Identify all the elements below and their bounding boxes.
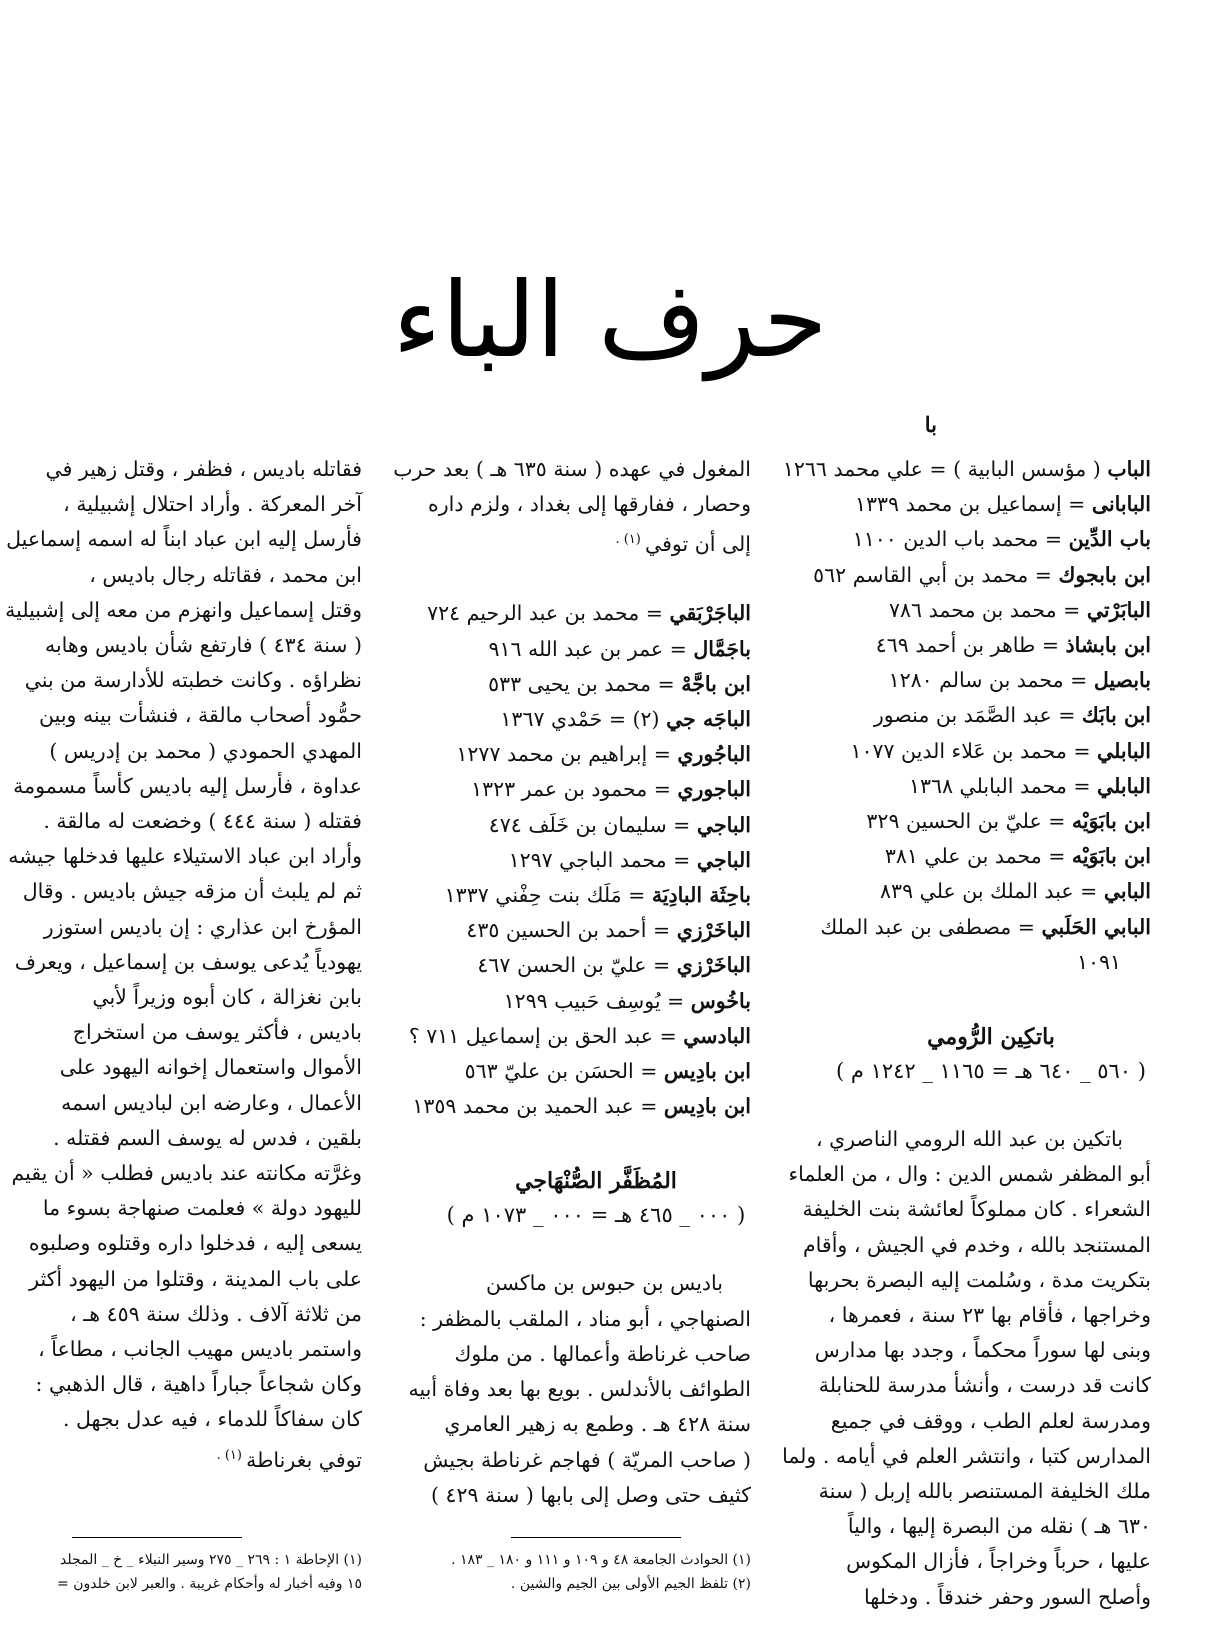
biography-text <box>408 1266 751 1512</box>
text-line: فأرسل إليه ابن عباد ابناً له اسمه إسماعيل <box>6 527 362 552</box>
entry-line <box>831 769 1151 804</box>
entry-reference: = إبراهيم بن محمد ١٢٧٧ <box>456 742 678 767</box>
entry-reference: = عبد الحق بن إسماعيل ٧١١ ؟ <box>408 1023 684 1048</box>
text-line: يهودياً يُدعى يوسف بن إسماعيل ، ويعرف <box>14 949 362 974</box>
biography-heading: باتكِين الرُّومي <box>927 1024 1055 1051</box>
entry-headword: الباخَرْزي <box>676 918 751 943</box>
text-line: الأموال واستعمال إخوانه اليهود على <box>59 1055 362 1080</box>
text-line: وحصار ، ففارقها إلى بغداد ، ولزم داره <box>428 492 751 517</box>
entry-headword: البادسي <box>683 1023 751 1048</box>
text-line: بابن نغزالة ، كان أبوه وزيراً لأبي <box>92 985 362 1010</box>
entry-reference: = محمد بن عبد الرحيم ٧٢٤ <box>427 601 670 626</box>
entry-reference: (٢) = حَمْدي ١٣٦٧ <box>500 707 667 732</box>
entry-headword: ابن بابَوَيْه <box>1071 844 1151 869</box>
entry-line <box>441 737 751 772</box>
text-line: المغول في عهده ( سنة ٦٣٥ هـ ) بعد حرب <box>393 457 751 481</box>
text-line: وأراد ابن عباد الاستيلاء عليها فدخلها جيشه <box>8 844 362 869</box>
entry-headword: البابي الحَلَبي <box>1041 914 1151 939</box>
entry-headword: ابن بابشاذ <box>1065 633 1151 658</box>
entry-headword: ابن بادِيس <box>663 1059 751 1084</box>
entry-headword: الباجي <box>696 847 751 872</box>
text-line: الصنهاجي ، أبو مناد ، الملقب بالمظفر : <box>419 1306 751 1331</box>
entry-headword: الباخَرْزي <box>676 953 751 978</box>
text-line: الطوائف بالأندلس . بويع بها بعد وفاة أبيه <box>408 1377 751 1402</box>
entry-line <box>441 913 751 948</box>
text-line: وخراجها ، فأقام بها ٢٣ سنة ، فعمرها ، <box>828 1303 1151 1328</box>
entry-line <box>831 663 1151 698</box>
text-line: ابن محمد ، فقاتله رجال باديس ، <box>89 562 362 587</box>
text-line: المؤرخ ابن عذاري : إن باديس استوزر <box>43 914 362 939</box>
entry-headword: باب الدِّين <box>1068 527 1151 552</box>
entry-line <box>831 522 1151 557</box>
text-line: أبو المظفر شمس الدين : وال ، من العلماء <box>788 1162 1151 1187</box>
entry-reference: = أحمد بن الحسين ٤٣٥ <box>466 918 677 943</box>
entry-reference: = محمد بن محمد ٧٨٦ <box>889 597 1087 622</box>
column-middle <box>393 452 751 1513</box>
entry-reference: ( مؤسس البابية ) = علي محمد ١٢٦٦ <box>782 457 1108 481</box>
text-line: ثم لم يلبث أن مزقه جيش باديس . وقال <box>22 879 362 904</box>
entry-line <box>441 632 751 667</box>
text-line: واستمر باديس مهيب الجانب ، مطاعاً ، <box>38 1337 362 1362</box>
text-line: نظراؤه . وكانت خطبته للأدارسة من بني <box>24 668 362 693</box>
text-line: إلى أن توفي $^{(١) .}$ <box>615 532 751 557</box>
footnotes-left <box>44 1537 362 1596</box>
text-line: كان سفاكاً للدماء ، فيه عدل بجهل . <box>62 1407 362 1432</box>
entry-reference: = محمد البابلي ١٣٦٨ <box>908 773 1098 798</box>
entry-line <box>820 910 1151 945</box>
entry-line <box>831 487 1151 522</box>
footnote-reference: (١) . <box>615 532 645 548</box>
footnote-reference: (١) . <box>216 1447 247 1463</box>
entry-line <box>831 804 1151 839</box>
text-line: ( صاحب المريّة ) فهاجم غرناطة بجيش <box>423 1447 751 1472</box>
entry-reference: = عمر بن عبد الله ٩١٦ <box>488 636 694 661</box>
entry-line <box>782 452 1151 487</box>
entry-reference: = محمد بن علي ٣٨١ <box>884 844 1072 869</box>
entry-line <box>831 839 1151 874</box>
text-line: يسعى إليه ، فدخلوا داره وقتلوه وصلبوه <box>28 1231 362 1256</box>
entry-reference: = محمود بن عمر ١٣٢٣ <box>471 777 678 802</box>
text-line: (١) الإحاطة ١ : ٢٦٩ _ ٢٧٥ وسير النبلاء _ خ _ المجلد <box>60 1552 362 1568</box>
entry-reference: = عبد الملك بن علي ٨٣٩ <box>880 879 1104 904</box>
entry-headword: ابن بابَك <box>1081 703 1151 728</box>
entry-line <box>831 593 1151 628</box>
text-line: المستنجد بالله ، وخدم في الجيش ، وأقام <box>802 1232 1151 1257</box>
text-line: وغرَّته مكانته عند باديس فطلب « أن يقيم <box>11 1161 362 1186</box>
entry-line <box>441 702 751 737</box>
biography-dates: ( ٠٠٠ _ ٤٦٥ هـ = ٠٠٠ _ ١٠٧٣ م ) <box>446 1203 746 1228</box>
text-line: فقاتله باديس ، فظفر ، وقتل زهير في <box>45 457 362 481</box>
text-line: باديس ، فأكثر يوسف من استخراج <box>72 1020 362 1045</box>
entry-headword: البابي <box>1103 879 1151 904</box>
entry-headword: الباجَه جي <box>666 707 751 732</box>
entry-reference: = طاهر بن أحمد ٤٦٩ <box>875 633 1066 658</box>
entry-headword: ابن بابجوك <box>1058 562 1151 587</box>
entry-line <box>831 698 1151 733</box>
entry-line <box>813 558 1151 593</box>
entry-headword: بابصيل <box>1093 668 1151 693</box>
text-line: (١) الحوادث الجامعة ٤٨ و ١٠٩ و ١١١ و ١٨٠ _ ١٨٣ . <box>451 1552 751 1568</box>
entry-reference: = محمد باب الدين ١١٠٠ <box>852 527 1069 552</box>
entry-reference: = محمد الباجي ١٢٩٧ <box>508 847 697 872</box>
entry-reference: = مصطفى بن عبد الملك <box>820 914 1042 939</box>
text-line: ومدرسة لعلم الطب ، ووقف في جميع <box>830 1408 1151 1433</box>
entry-headword: ابن باجَّهْ <box>681 671 751 696</box>
entry-headword: ابن بابَوَيْه <box>1071 809 1151 834</box>
entry-reference: = سليمان بن خَلَف ٤٧٤ <box>488 812 697 837</box>
entry-line <box>412 1089 751 1124</box>
text-line: باتكين بن عبد الله الرومي الناصري ، <box>815 1127 1123 1152</box>
entry-headword: الباجُوري <box>677 742 751 767</box>
text-line: ٦٣٠ هـ ) نقله من البصرة إليها ، والياً <box>847 1514 1151 1539</box>
text-line: المدارس كتبا ، وانتشر العلم في أيامه . ولما <box>782 1443 1151 1468</box>
text-line: بلقين ، فدس له يوسف السم فقتله . <box>53 1125 362 1150</box>
entry-line <box>441 948 751 983</box>
entry-list <box>782 452 1151 945</box>
entry-headword: باجَمَّال <box>693 636 751 661</box>
entry-line <box>831 734 1151 769</box>
entry-headword: البابلي <box>1097 738 1151 763</box>
entry-headword: البابانی <box>1091 492 1151 517</box>
entry-reference: = محمد بن يحيى ٥٣٣ <box>488 671 682 696</box>
text-line: ملك الخليفة المستنصر بالله إربل ( سنة <box>818 1479 1151 1504</box>
text-line: باديس بن حبوس بن ماكسن <box>486 1271 723 1296</box>
text-line: صاحب غرناطة وأعمالها . من ملوك <box>454 1341 751 1366</box>
text-line: على باب المدينة ، وقتلوا من اليهود أكثر <box>29 1266 362 1291</box>
text-line: ١٥ وفيه أخبار له وأحكام غريبة . والعبر لابن خلدون = <box>57 1576 362 1592</box>
entry-headword: الباب <box>1107 457 1151 481</box>
entry-headword: الباجوري <box>677 777 751 802</box>
entry-headword: الباجي <box>696 812 751 837</box>
footnotes-middle <box>439 1537 751 1596</box>
entry-reference: = عليّ بن الحسين ٣٢٩ <box>866 809 1072 834</box>
entry-headword: باحِثَة البادِيَة <box>651 883 751 908</box>
entry-line <box>441 843 751 878</box>
biography-dates: ( ٥٦٠ _ ٦٤٠ هـ = ١١٦٥ _ ١٢٤٢ م ) <box>836 1059 1146 1084</box>
entry-reference: = الحسَن بن عليّ ٥٦٣ <box>464 1059 664 1084</box>
text-line: الشعراء . كان مملوكاً لعائشة بنت الخليفة <box>802 1197 1151 1222</box>
entry-line <box>441 984 751 1019</box>
entry-reference: = عبد الحميد بن محمد ١٣٥٩ <box>412 1094 664 1119</box>
text-line: سنة ٤٢٨ هـ . وطمع به زهير العامري <box>444 1412 751 1437</box>
entry-reference: = مَلَك بنت حِفْني ١٣٣٧ <box>444 883 652 908</box>
entry-list <box>408 596 751 1124</box>
entry-reference: = محمد بن أبي القاسم ٥٦٢ <box>813 562 1059 587</box>
continued-text <box>5 452 362 1478</box>
text-line: الأعمال ، وعارضه ابن لباديس اسمه <box>61 1090 362 1115</box>
text-line: آخر المعركة . وأراد احتلال إشبيلية ، <box>63 492 362 517</box>
continued-text <box>393 452 751 562</box>
entry-line <box>831 874 1151 909</box>
text-line: لليهود دولة » فعلمت صنهاجة بسوء ما <box>42 1196 362 1221</box>
text-line: بتكريت مدة ، وسُلمت إليه البصرة بحربها <box>807 1267 1151 1292</box>
entry-continuation: ١٠٩١ <box>1076 949 1121 974</box>
text-line: وبنى لها سوراً محكماً ، وجدد بها مدارس <box>814 1338 1151 1363</box>
entry-reference: = عليّ بن الحسن ٤٦٧ <box>477 953 677 978</box>
text-line: من ثلاثة آلاف . وذلك سنة ٤٥٩ هـ ، <box>70 1301 362 1326</box>
entry-headword: باخُوس <box>690 988 751 1013</box>
text-line: ( سنة ٤٣٤ ) فارتفع شأن باديس وهابه <box>44 633 362 658</box>
entry-headword: الباجَرْبَقي <box>669 601 751 626</box>
text-line: المهدي الحمودي ( محمد بن إدريس ) <box>49 738 362 763</box>
entry-headword: البابلي <box>1097 773 1151 798</box>
entry-line <box>441 878 751 913</box>
text-line: وقتل إسماعيل وانهزم من معه إلى إشبيلية <box>5 597 362 622</box>
entry-reference: = عبد الصَّمَد بن منصور <box>873 703 1082 728</box>
text-line: وكان شجاعاً جباراً داهية ، قال الذهبي : <box>35 1372 362 1397</box>
column-right <box>782 452 1151 1615</box>
entry-line <box>441 772 751 807</box>
column-left <box>5 452 362 1478</box>
footnote-rule <box>511 1537 681 1538</box>
entry-reference: = محمد بن سالم ١٢٨٠ <box>888 668 1094 693</box>
footnote-rule <box>72 1537 242 1538</box>
text-line: كثيف حتى وصل إلى بابها ( سنة ٤٢٩ ) <box>430 1482 751 1507</box>
entry-reference: = إسماعيل بن محمد ١٣٣٩ <box>855 492 1092 517</box>
text-line: كانت قد درست ، وأنشأ مدرسة للحنابلة <box>818 1373 1151 1398</box>
biography-heading: المُظَفَّر الصُّنْهَاجي <box>515 1168 677 1195</box>
text-line: فقتله ( سنة ٤٤٤ ) وخضعت له مالقة . <box>43 809 362 834</box>
entry-reference: = محمد بن عَلاء الدين ١٠٧٧ <box>850 738 1098 763</box>
text-line: وأصلح السور وحفر خندقاً . ودخلها <box>864 1584 1151 1609</box>
entry-line <box>441 1054 751 1089</box>
entry-reference: = يُوسِف حَبيب ١٢٩٩ <box>503 988 691 1013</box>
text-line: حمُّود أصحاب مالقة ، فنشأت بينه وبين <box>39 703 362 728</box>
entry-line <box>441 808 751 843</box>
entry-line <box>408 1019 751 1054</box>
section-letter: با <box>924 412 937 437</box>
entry-line <box>427 596 751 631</box>
page-title: حرف الباء <box>392 259 828 381</box>
text-line: عليها ، حرباً وخراجاً ، فأزال المكوس <box>846 1549 1151 1574</box>
entry-line <box>441 667 751 702</box>
text-line: عداوة ، فأرسل إليه باديس كأساً مسمومة <box>13 773 362 798</box>
text-line: (٢) تلفظ الجيم الأولى بين الجيم والشين . <box>510 1576 751 1592</box>
entry-headword: البابَرْتي <box>1086 597 1151 622</box>
biography-text <box>782 1122 1151 1615</box>
entry-line <box>831 628 1151 663</box>
text-line: توفي بغرناطة $^{(١) .}$ <box>216 1447 362 1472</box>
entry-headword: ابن بادِيس <box>663 1094 751 1119</box>
